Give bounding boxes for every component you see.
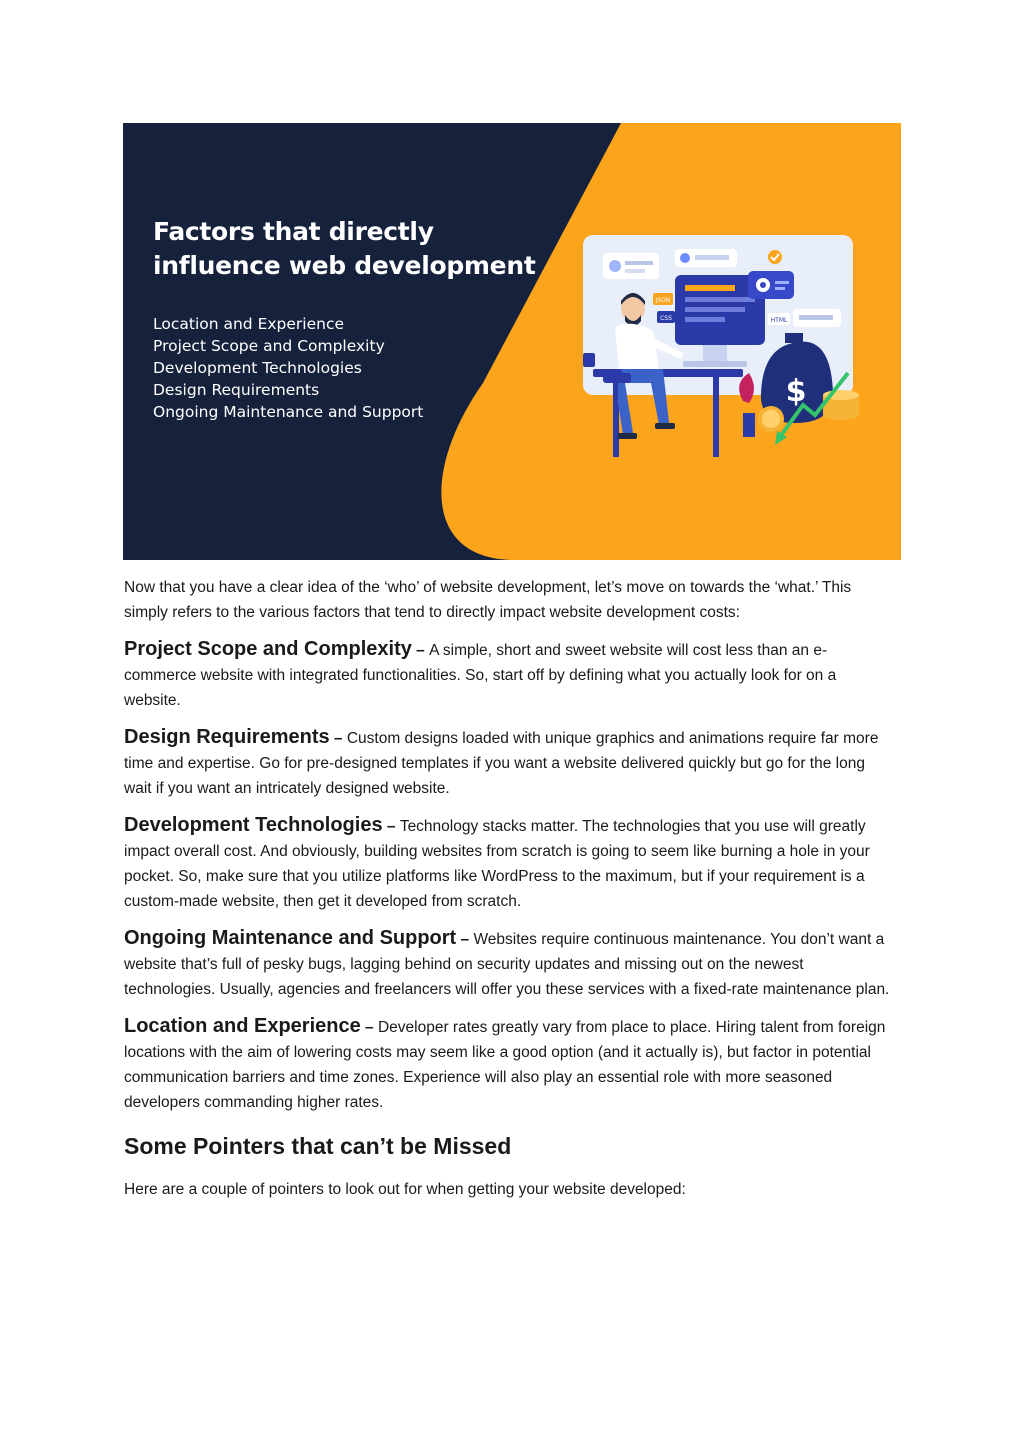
- section-heading: Some Pointers that can’t be Missed: [124, 1133, 512, 1159]
- banner-list-item: Design Requirements: [153, 381, 320, 399]
- hero-banner: [123, 123, 901, 560]
- factor-design-requirements: Design Requirements – Custom designs loaded with unique graphics and animations require far more time and expertise. Go for pre-designed templates if you want a website delivered quickly but go for the long wait if you want an intricately designed website.: [124, 726, 879, 797]
- svg-text:$: $: [785, 374, 807, 409]
- mug-icon: [583, 353, 595, 367]
- factor-location-experience: Location and Experience – Developer rates greatly vary from place to place. Hiring talent from foreign locations with the aim of lowering costs may seem like a good option (and it actually is), but factor in potential communication barriers and time zones. Experience will also play an essential role with more seasoned developers commanding higher rates.: [124, 1015, 886, 1111]
- factor-term: Design Requirements: [124, 726, 330, 748]
- factor-term: Ongoing Maintenance and Support: [124, 927, 457, 949]
- banner-list-item: Location and Experience: [153, 315, 345, 333]
- factor-term: Development Technologies: [124, 814, 383, 836]
- factor-description: Websites require continuous maintenance. You don’t want a website that’s full of pesky bugs, lagging behind on security updates and missing out on the newest technologies. Usually, agencies and freelancers will offer you these services with a fixed-rate maintenance plan.: [124, 931, 890, 998]
- developer-illustration: [563, 223, 863, 463]
- factor-term: Project Scope and Complexity: [124, 638, 412, 660]
- factor-development-technologies: Development Technologies – Technology stacks matter. The technologies that you use will greatly impact overall cost. And obviously, building websites from scratch is going to seem like burning a hole in your pocket. So, make sure that you utilize platforms like WordPress to the maximum, but if your requirement is a custom-made website, then get it developed from scratch.: [124, 814, 870, 910]
- factor-description: Technology stacks matter. The technologies that you use will greatly impact overall cost. And obviously, building websites from scratch is going to seem like burning a hole in your pocket. So, make sure that you utilize platforms like WordPress to the maximum, but if your requirement is a custom-made website, then get it developed from scratch.: [124, 818, 870, 910]
- factor-description: Developer rates greatly vary from place to place. Hiring talent from foreign locations with the aim of lowering costs may seem like a good option (and it actually is), but factor in potential communication barriers and time zones. Experience will also play an essential role with more seasoned developers commanding higher rates.: [124, 1019, 886, 1111]
- banner-factor-list: [153, 313, 423, 423]
- factor-description: Custom designs loaded with unique graphics and animations require far more time and expertise. Go for pre-designed templates if you want a website delivered quickly but go for the long wait if you want an intricately designed website.: [124, 730, 879, 797]
- factor-description: A simple, short and sweet website will cost less than an e-commerce website with integrated functionalities. So, start off by defining what you actually look for on a website.: [124, 642, 837, 709]
- intro-paragraph: Now that you have a clear idea of the ‘who’ of website development, let’s move on towards the ‘what.’ This simply refers to the various factors that tend to directly impact website development costs:: [124, 579, 852, 621]
- factor-term: Location and Experience: [124, 1015, 361, 1037]
- gear-icon: [748, 271, 794, 299]
- factor-ongoing-maintenance: Ongoing Maintenance and Support – Websites require continuous maintenance. You don’t want a website that’s full of pesky bugs, lagging behind on security updates and missing out on the newest technologies. Usually, agencies and freelancers will offer you these services with a fixed-rate maintenance plan.: [124, 927, 890, 998]
- svg-text:JSON: JSON: [655, 297, 671, 304]
- factor-project-scope: Project Scope and Complexity – A simple, short and sweet website will cost less than an e-commerce website with integrated functionalities. So, start off by defining what you actually look for on a website.: [124, 638, 837, 709]
- banner-list-item: Project Scope and Complexity: [153, 337, 385, 355]
- closing-paragraph: Here are a couple of pointers to look out for when getting your website developed:: [124, 1181, 686, 1198]
- banner-list-item: Development Technologies: [153, 359, 362, 377]
- banner-title: Factors that directly influence web development: [153, 217, 536, 280]
- article-body: [124, 575, 896, 1214]
- svg-text:CSS: CSS: [660, 315, 672, 322]
- svg-text:HTML: HTML: [770, 317, 788, 324]
- check-icon: [768, 250, 782, 264]
- banner-list-item: Ongoing Maintenance and Support: [153, 403, 424, 421]
